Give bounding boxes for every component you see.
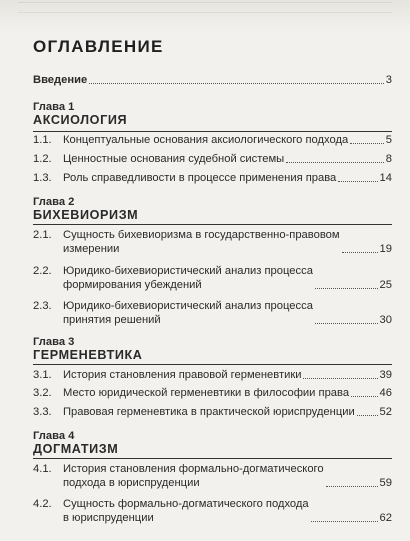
toc-entry	[33, 152, 392, 166]
chapter-heading-1	[33, 101, 127, 127]
page-title: ОГЛАВЛЕНИЕ	[33, 37, 164, 56]
toc-entry	[33, 462, 392, 490]
section-title-line-2: принятия решений	[63, 314, 161, 326]
page-number: 19	[379, 243, 392, 255]
dot-leader	[315, 323, 378, 324]
section-title	[63, 299, 313, 327]
dot-leader	[357, 415, 378, 416]
section-title	[63, 497, 309, 525]
page-number: 3	[385, 74, 392, 86]
section-number: 2.3.	[33, 300, 52, 312]
dot-leader	[89, 83, 384, 84]
section-number: 2.2.	[33, 265, 52, 277]
toc-entry	[33, 386, 392, 400]
section-number: 4.2.	[33, 498, 52, 510]
section-title	[63, 462, 324, 490]
section-number: 1.2.	[33, 153, 52, 165]
section-title-line-2: формирования убеждений	[63, 279, 202, 291]
dot-leader	[351, 396, 377, 397]
dot-leader	[315, 288, 378, 289]
chapter-name: АКСИОЛОГИЯ	[33, 113, 128, 127]
dot-leader	[311, 521, 378, 522]
section-title-line-1: Юридико-бихевиористический анализ процесса	[63, 265, 313, 277]
chapter-rule	[33, 364, 392, 365]
bleed-through-text	[0, 0, 410, 32]
section-title: Концептуальные основания аксиологического подхода	[63, 134, 349, 146]
section-title: История становления правовой герменевтики	[63, 369, 302, 381]
section-title: Роль справедливости в процессе применения права	[63, 172, 337, 184]
toc-entry-intro	[33, 73, 392, 87]
section-number: 1.3.	[33, 172, 52, 184]
section-title-line-2: подхода в юриспруденции	[63, 477, 200, 489]
dot-leader	[303, 378, 377, 379]
toc-entry-title: Введение	[33, 74, 88, 86]
section-title-line-2: в юриспруденции	[63, 512, 154, 524]
dot-leader	[326, 486, 378, 487]
toc-entry	[33, 405, 392, 419]
section-title: Место юридической герменевтики в философии права	[63, 387, 350, 399]
chapter-name: ГЕРМЕНЕВТИКА	[33, 348, 143, 362]
page-number: 8	[385, 153, 392, 165]
chapter-label: Глава 4	[33, 430, 75, 442]
chapter-heading-4	[33, 430, 118, 456]
toc-entry	[33, 133, 392, 147]
section-title-line-1: Сущность бихевиоризма в государственно-правовом	[63, 229, 340, 241]
toc-entry	[33, 299, 392, 327]
page-number: 46	[379, 387, 392, 399]
page-number: 59	[379, 477, 392, 489]
section-title	[63, 264, 313, 292]
page-number: 30	[379, 314, 392, 326]
chapter-rule	[33, 224, 392, 225]
dot-leader	[342, 252, 378, 253]
dot-leader	[350, 143, 384, 144]
page-number: 14	[379, 172, 392, 184]
chapter-label: Глава 2	[33, 196, 75, 208]
dot-leader	[338, 181, 377, 182]
section-number: 1.1.	[33, 134, 52, 146]
page-number: 62	[379, 512, 392, 524]
chapter-label: Глава 3	[33, 336, 75, 348]
page-number: 5	[385, 134, 392, 146]
chapter-heading-3	[33, 336, 143, 362]
toc-entry	[33, 228, 392, 256]
chapter-rule	[33, 131, 392, 132]
page-number: 52	[379, 406, 392, 418]
dot-leader	[286, 162, 384, 163]
section-title-line-1: Сущность формально-догматического подхода	[63, 498, 309, 510]
section-number: 3.2.	[33, 387, 52, 399]
section-number: 3.3.	[33, 406, 52, 418]
section-title: Правовая герменевтика в практической юриспруденции	[63, 406, 355, 418]
section-number: 3.1.	[33, 369, 52, 381]
chapter-label: Глава 1	[33, 101, 75, 113]
toc-entry	[33, 497, 392, 525]
section-title: Ценностные основания судебной системы	[63, 153, 285, 165]
section-number: 2.1.	[33, 229, 52, 241]
chapter-name: ДОГМАТИЗМ	[33, 442, 119, 456]
section-title-line-2: измерении	[63, 243, 120, 255]
toc-entry	[33, 264, 392, 292]
section-title-line-1: Юридико-бихевиористический анализ процесса	[63, 300, 313, 312]
section-title-line-1: История становления формально-догматического	[63, 463, 324, 475]
chapter-rule	[33, 458, 392, 459]
page-number: 39	[379, 369, 392, 381]
chapter-heading-2	[33, 196, 138, 222]
section-title	[63, 228, 340, 256]
toc-entry	[33, 171, 392, 185]
toc-entry	[33, 368, 392, 382]
chapter-name: БИХЕВИОРИЗМ	[33, 208, 139, 222]
section-number: 4.1.	[33, 463, 52, 475]
page-number: 25	[379, 279, 392, 291]
